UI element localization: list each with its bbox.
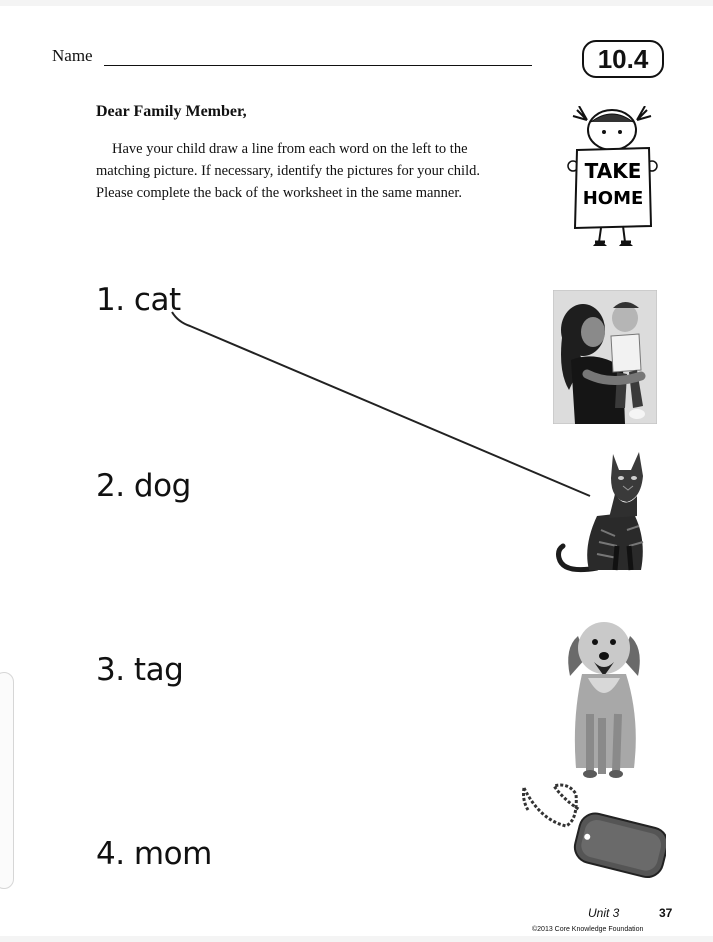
footer-page-number: 37	[659, 906, 673, 920]
instruction-line-1: Have your child draw a line from each word on the left to the	[112, 141, 468, 157]
cat-photo[interactable]	[553, 446, 648, 576]
word-mom: 4. mom	[96, 836, 212, 872]
word-cat: 1. cat	[96, 282, 181, 318]
footer-unit: Unit 3	[588, 906, 620, 920]
salutation: Dear Family Member,	[96, 103, 247, 120]
instruction-line-2: matching picture. If necessary, identify the pictures for your child.	[96, 163, 480, 179]
mom-and-baby-photo[interactable]	[553, 290, 657, 424]
viewer-side-tab[interactable]	[0, 672, 14, 889]
lesson-badge: 10.4	[582, 40, 664, 78]
dog-tag-photo[interactable]	[520, 780, 666, 884]
footer-copyright: ©2013 Core Knowledge Foundation	[532, 926, 644, 933]
take-home-mascot-icon	[565, 106, 660, 251]
word-tag: 3. tag	[96, 652, 184, 688]
worksheet-page	[0, 6, 713, 936]
instructions	[96, 138, 546, 204]
sign-line-1: TAKE	[584, 159, 642, 183]
sign-line-2: HOME	[582, 188, 644, 209]
dog-photo[interactable]	[560, 618, 648, 780]
name-label: Name	[52, 46, 93, 65]
word-dog: 2. dog	[96, 468, 191, 504]
instruction-line-3: Please complete the back of the worksheet in the same manner.	[96, 185, 462, 201]
name-line[interactable]	[104, 65, 532, 66]
